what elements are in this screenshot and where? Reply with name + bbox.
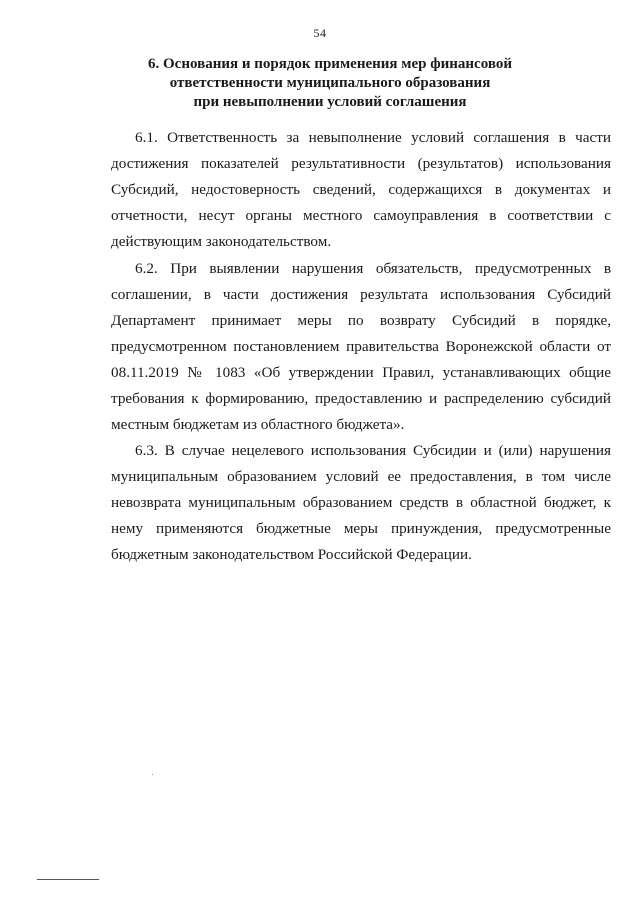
section-heading [100,55,560,112]
scan-speck [152,774,153,775]
heading-line: при невыполнении условий соглашения [193,94,467,110]
paragraph-line: местным бюджетам из областного бюджета». [111,416,405,433]
paragraph-line: 6.1. Ответственность за невыполнение условий соглашения в части [135,129,611,146]
paragraph-6-1 [111,125,611,255]
paragraph-line: достижения показателей результативности (результатов) использования [111,155,611,172]
paragraph-line: Субсидий, недостоверность сведений, содержащихся в документах и [111,181,611,198]
paragraph-line: нему применяются бюджетные меры принуждения, предусмотренные [111,520,611,537]
paragraph-line: отчетности, несут органы местного самоуправления в соответствии с [111,207,611,224]
page-number: 54 [313,26,327,40]
paragraph-line: 08.11.2019 № 1083 «Об утверждении Правил, устанавливающих общие [111,364,611,381]
paragraph-line: требования к формированию, предоставлению и распределению субсидий [111,390,611,407]
paragraph-line: соглашении, в части достижения результата использования Субсидий [111,286,611,303]
paragraph-line: невозврата муниципальным образованием средств в областной бюджет, к [111,494,611,511]
paragraph-line: муниципальным образованием условий ее предоставления, в том числе [111,468,611,485]
heading-line: ответственности муниципального образования [169,75,491,91]
paragraph-line: 6.3. В случае нецелевого использования Субсидии и (или) нарушения [135,442,611,459]
paragraph-line: бюджетным законодательством Российской Федерации. [111,546,472,563]
paragraph-line: 6.2. При выявлении нарушения обязательств, предусмотренных в [135,260,611,277]
paragraph-6-2 [111,256,611,438]
paragraph-line: действующим законодательством. [111,233,332,250]
footer-rule [37,879,99,880]
paragraph-line: Департамент принимает меры по возврату Субсидий в порядке, [111,312,611,329]
paragraph-line: предусмотренном постановлением правительства Воронежской области от [111,338,611,355]
paragraph-6-3 [111,438,611,568]
heading-line: 6. Основания и порядок применения мер финансовой [148,56,512,72]
